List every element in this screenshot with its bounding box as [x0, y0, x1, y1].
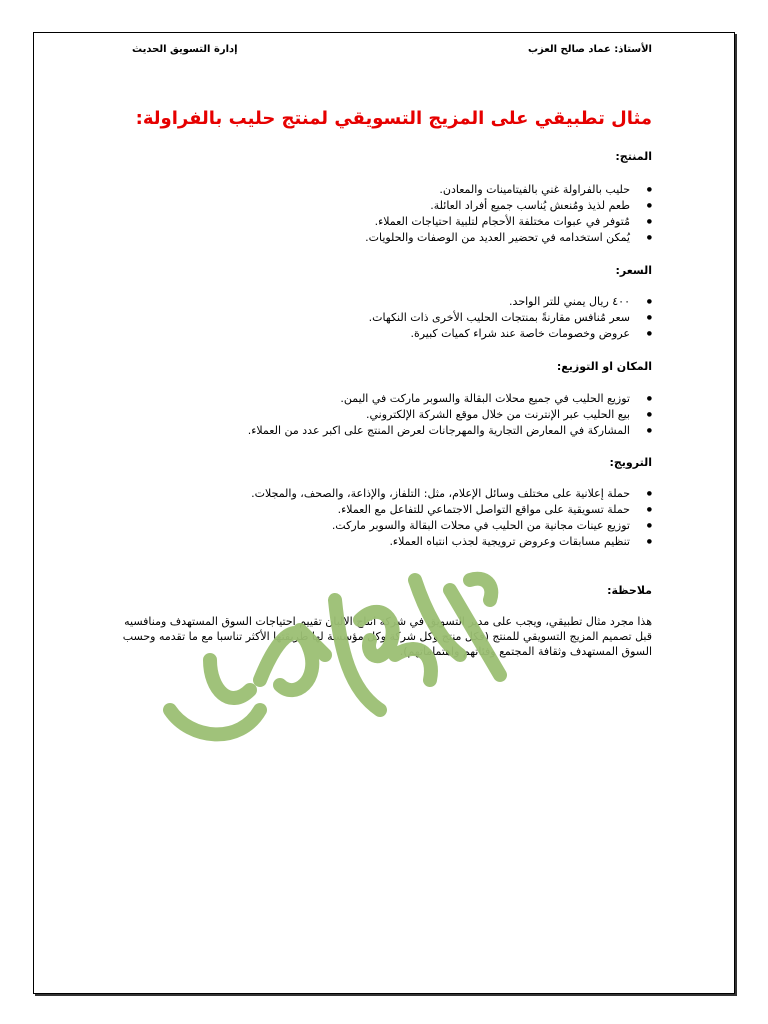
list-item: ● مُتوفر في عبوات مختلفة الأحجام لتلبية احتياجات العملاء.	[120, 214, 630, 230]
header-author: الأستاذ: عماد صالح العزب	[527, 44, 652, 55]
section-place-list	[120, 391, 652, 439]
section-heading: الترويج:	[609, 456, 652, 469]
section-promotion	[120, 456, 652, 469]
page-title: مثال تطبيقي على المزيج التسويقي لمنتج حليب بالفراولة:	[135, 108, 652, 129]
list-item: ● توزيع عينات مجانية من الحليب في محلات البقالة والسوبر ماركت.	[120, 518, 630, 534]
section-heading: المكان او التوزيع:	[556, 360, 652, 373]
section-heading: المنتج:	[615, 150, 652, 163]
section-product	[120, 150, 652, 163]
note-text: هذا مجرد مثال تطبيقي، ويجب على مدير التسويق في شركة انتاج الالبان تقييم احتياجات السوق المستهدف ومنافسيه قبل تصميم المزيج التسويقي للمنتج (فكل منتج وكل شركة وكل مؤسسة لها طريقتها الأكثر تناسبا مع ما تقدمه وحسب السوق المستهدف وثقافة المجتمع وفئاتهم واهتماماتهم).	[122, 615, 652, 658]
header-course: إدارة التسويق الحديث	[132, 44, 238, 55]
list-item: ● حملة إعلانية على مختلف وسائل الإعلام، مثل: التلفاز، والإذاعة، والصحف، والمجلات.	[120, 486, 630, 502]
section-promotion-list	[120, 486, 652, 550]
section-product-list	[120, 182, 652, 246]
list-item: ● تنظيم مسابقات وعروض ترويجية لجذب انتباه العملاء.	[120, 534, 630, 550]
section-price	[120, 264, 652, 277]
note-section	[120, 584, 652, 597]
list-item: ● عروض وخصومات خاصة عند شراء كميات كبيرة.	[120, 326, 630, 342]
list-item: ● بيع الحليب عبر الإنترنت من خلال موقع الشركة الإلكتروني.	[120, 407, 630, 423]
list-item: ● توزيع الحليب في جميع محلات البقالة والسوبر ماركت في اليمن.	[120, 391, 630, 407]
section-price-list	[120, 294, 652, 342]
list-item: ● طعم لذيذ ومُنعش يُناسب جميع أفراد العائلة.	[120, 198, 630, 214]
list-item: ● حملة تسويقية على مواقع التواصل الاجتماعي للتفاعل مع العملاء.	[120, 502, 630, 518]
list-item: ● يُمكن استخدامه في تحضير العديد من الوصفات والحلويات.	[120, 230, 630, 246]
list-item: ● ٤٠٠ ريال يمني للتر الواحد.	[120, 294, 630, 310]
section-place	[120, 360, 652, 373]
note-body	[120, 614, 652, 659]
section-heading: السعر:	[615, 264, 652, 277]
list-item: ● حليب بالفراولة غني بالفيتامينات والمعادن.	[120, 182, 630, 198]
list-item: ● المشاركة في المعارض التجارية والمهرجانات لعرض المنتج على اكبر عدد من العملاء.	[120, 423, 630, 439]
note-heading: ملاحظة:	[607, 584, 652, 597]
list-item: ● سعر مُنافس مقارنةً بمنتجات الحليب الأخرى ذات النكهات.	[120, 310, 630, 326]
